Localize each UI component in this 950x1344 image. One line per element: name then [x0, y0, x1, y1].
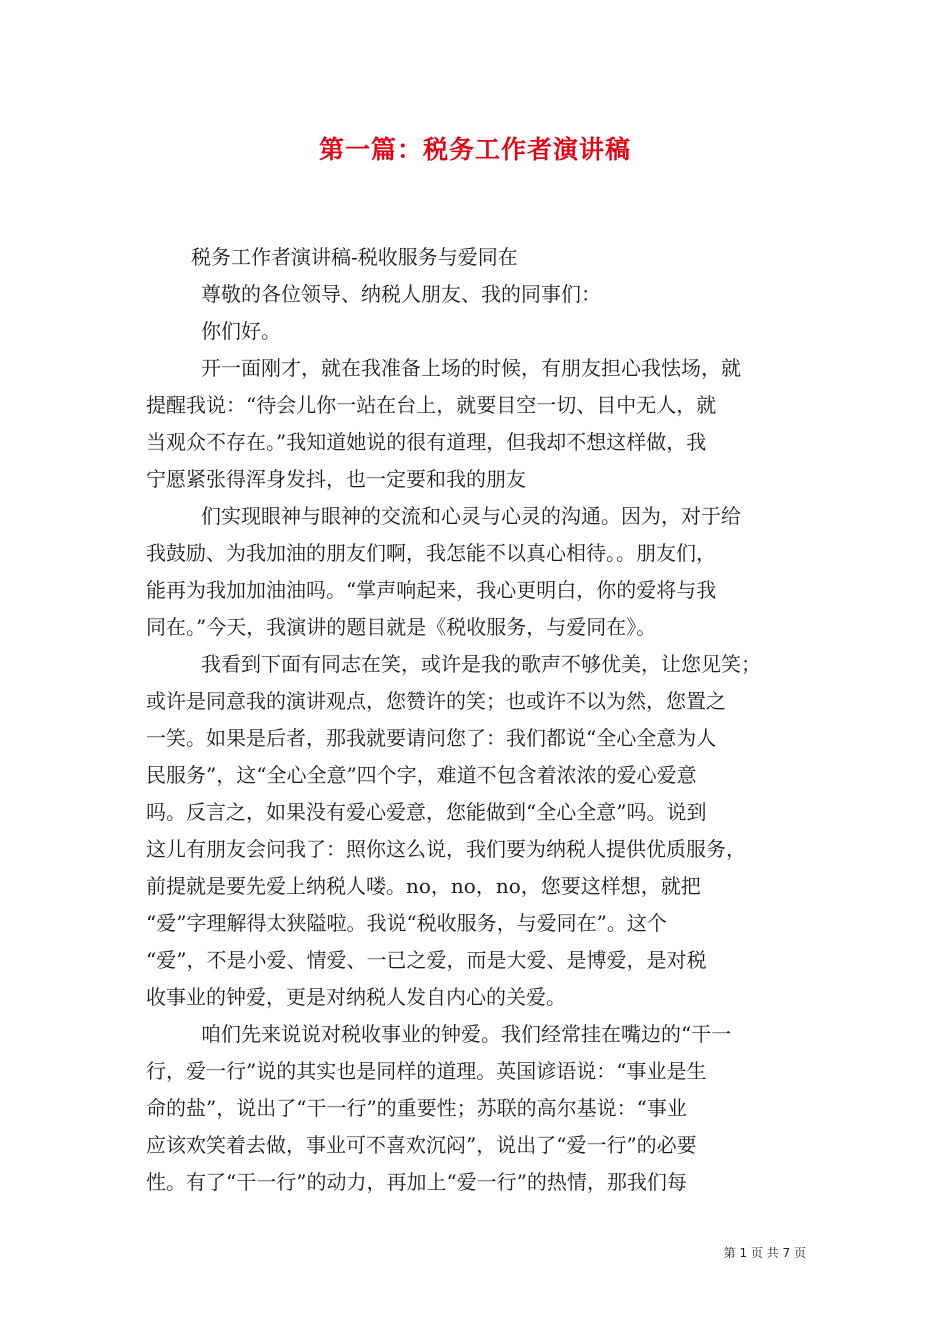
page-number: 第 1 页 共 7 页: [723, 1246, 806, 1260]
text-line: 能再为我加加油油吗。“掌声响起来，我心更明白，你的爱将与我: [146, 578, 717, 602]
text-line: 当观众不存在。”我知道她说的很有道理，但我却不想这样做，我: [146, 430, 707, 454]
text-line: 们实现眼神与眼神的交流和心灵与心灵的沟通。因为，对于给: [201, 504, 741, 528]
text-line: 尊敬的各位领导、纳税人朋友、我的同事们：: [201, 282, 601, 306]
text-line: 这儿有朋友会问我了：照你这么说，我们要为纳税人提供优质服务，: [146, 837, 746, 861]
text-line: 或许是同意我的演讲观点，您赞许的笑；也或许不以为然，您置之: [146, 689, 726, 713]
text-line: 民服务”，这“全心全意”四个字，难道不包含着浓浓的爱心爱意: [146, 763, 697, 787]
text-line: 性。有了“干一行”的动力，再加上“爱一行”的热情，那我们每: [146, 1170, 687, 1194]
text-line: 一笑。如果是后者，那我就要请问您了：我们都说“全心全意为人: [146, 726, 717, 750]
text-line: 前提就是要先爱上纳税人喽。no，no，no，您要这样想，就把: [146, 874, 701, 898]
text-line: 同在。”今天，我演讲的题目就是《税收服务，与爱同在》。: [146, 615, 657, 639]
text-line: 税务工作者演讲稿-税收服务与爱同在: [191, 245, 518, 269]
text-line: 收事业的钟爱，更是对纳税人发自内心的关爱。: [146, 985, 566, 1009]
text-line: 应该欢笑着去做，事业可不喜欢沉闷”，说出了“爱一行”的必要: [146, 1133, 697, 1157]
text-line: “爱”，不是小爱、情爱、一已之爱，而是大爱、是博爱，是对税: [146, 948, 707, 972]
text-line: 开一面刚才，就在我准备上场的时候，有朋友担心我怯场，就: [201, 356, 741, 380]
text-line: “爱”字理解得太狭隘啦。我说“税收服务，与爱同在”。这个: [146, 911, 667, 935]
text-line: 提醒我说：“待会儿你一站在台上，就要目空一切、目中无人，就: [146, 393, 717, 417]
document-body: [146, 239, 808, 1201]
document-title: 第一篇：税务工作者演讲稿: [318, 135, 631, 164]
text-line: 我看到下面有同志在笑，或许是我的歌声不够优美，让您见笑；: [201, 652, 761, 676]
text-line: 吗。反言之，如果没有爱心爱意，您能做到“全心全意”吗。说到: [146, 800, 707, 824]
text-line: 我鼓励、为我加油的朋友们啊，我怎能不以真心相待。。朋友们，: [146, 541, 716, 565]
text-line: 命的盐”，说出了“干一行”的重要性；苏联的高尔基说：“事业: [146, 1096, 687, 1120]
text-line: 宁愿紧张得浑身发抖，也一定要和我的朋友: [146, 467, 526, 491]
text-line: 行，爱一行”说的其实也是同样的道理。英国谚语说：“事业是生: [146, 1059, 707, 1083]
text-line: 你们好。: [201, 319, 281, 343]
text-line: 咱们先来说说对税收事业的钟爱。我们经常挂在嘴边的“干一: [201, 1022, 732, 1046]
